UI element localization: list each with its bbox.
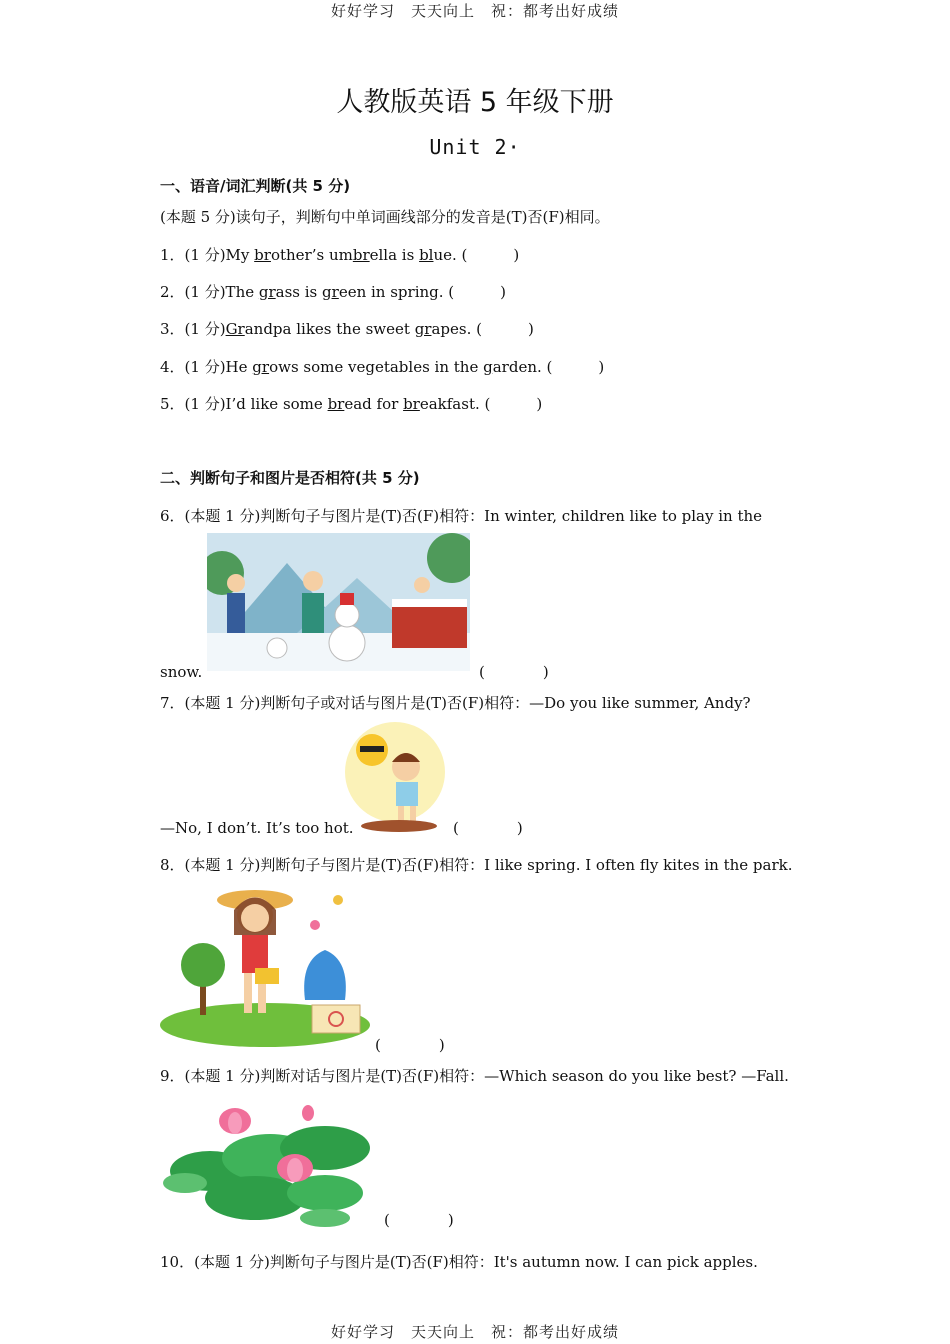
question-9-answer: ( )	[384, 1211, 454, 1229]
section-1-heading: 一、语音/词汇判断(共 5 分)	[160, 177, 351, 195]
section-2-heading: 二、判断句子和图片是否相符(共 5 分)	[160, 469, 420, 487]
question-9: 9．(本题 1 分)判断对话与图片是(T)否(F)相符：—Which season do you like best? —Fall.	[160, 1067, 789, 1085]
unit-title: Unit 2·	[429, 135, 521, 159]
page-footer: 好好学习 天天向上 祝：都考出好成绩	[330, 1323, 619, 1341]
page-header: 好好学习 天天向上 祝：都考出好成绩	[330, 2, 619, 20]
lotus-summer-image	[160, 1103, 375, 1228]
question-8-answer: ( )	[375, 1036, 445, 1054]
question-7: 7．(本题 1 分)判断句子或对话与图片是(T)否(F)相符：—Do you like summer, Andy?	[160, 694, 751, 712]
question-7-answer: ( )	[453, 819, 523, 837]
question-3: 3．(1 分)Grandpa likes the sweet grapes. ( )	[160, 320, 534, 338]
question-10: 10．(本题 1 分)判断句子与图片是(T)否(F)相符：It's autumn now. I can pick apples.	[160, 1253, 758, 1271]
question-4: 4．(1 分)He grows some vegetables in the garden. ( )	[160, 358, 605, 376]
question-7-tail: —No, I don’t. It’s too hot.	[160, 819, 354, 837]
question-8: 8．(本题 1 分)判断句子与图片是(T)否(F)相符：I like spring. I often fly kites in the park.	[160, 856, 793, 874]
section-1-instruction: (本题 5 分)读句子，判断句中单词画线部分的发音是(T)否(F)相同。	[160, 208, 610, 226]
page-title: 人教版英语 5 年级下册	[336, 87, 614, 118]
question-1: 1．(1 分)My brother’s umbrella is blue. ( )	[160, 246, 520, 264]
question-6-tail: snow.	[160, 663, 203, 681]
question-5: 5．(1 分)I’d like some bread for breakfast. ( )	[160, 395, 543, 413]
hot-summer-girl-image	[344, 722, 446, 834]
spring-garden-girl-image	[160, 880, 370, 1050]
question-2: 2．(1 分)The grass is green in spring. ( )	[160, 283, 506, 301]
winter-snow-play-image	[207, 533, 470, 671]
question-6: 6．(本题 1 分)判断句子与图片是(T)否(F)相符：In winter, children like to play in the	[160, 507, 763, 525]
question-6-answer: ( )	[479, 663, 549, 681]
